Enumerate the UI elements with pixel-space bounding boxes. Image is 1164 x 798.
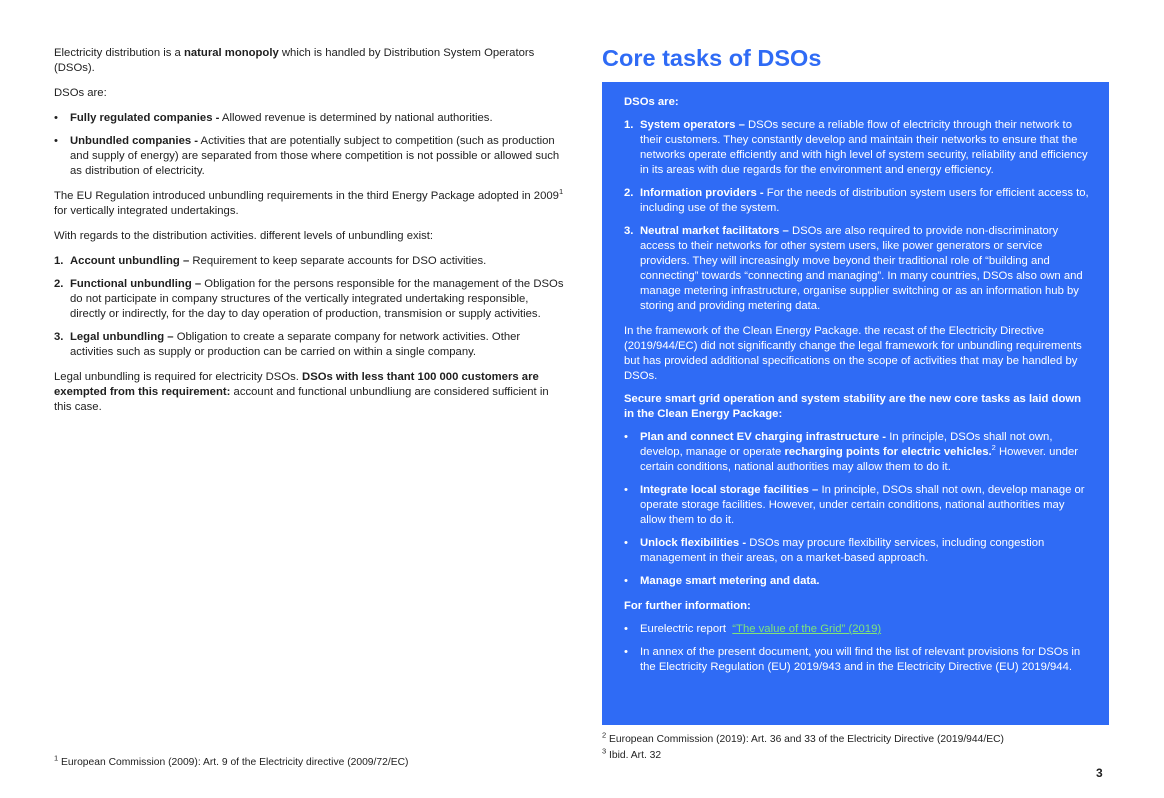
list-item: 2. Information providers - For the needs of distribution system users for efficient access to, including use of the system. bbox=[624, 187, 1089, 214]
page-number: 3 bbox=[1096, 766, 1103, 780]
legal-unbundling-paragraph: Legal unbundling is required for electricity DSOs. DSOs with less thant 100 000 customers are exempted from this requirement: account and functional unbundliung are considered sufficient in this case. bbox=[54, 371, 549, 413]
list-item: • Eurelectric report “The value of the Grid” (2019) bbox=[624, 623, 882, 635]
list-item: 1. Account unbundling – Requirement to keep separate accounts for DSO activities. bbox=[54, 255, 487, 267]
footnote-2: $^2$ European Commission (2019): Art. 36 and 33 of the Electricity Directive (2019/944/EC) bbox=[602, 730, 1004, 745]
footnotes-right bbox=[602, 732, 1004, 764]
dsos-are-heading: DSOs are: bbox=[54, 87, 107, 99]
footnote-1: $^1$ European Commission (2009): Art. 9 of the Electricity directive (2009/72/EC) bbox=[54, 753, 409, 768]
unbundling-list bbox=[54, 254, 564, 360]
page-title: Core tasks of DSOs bbox=[602, 45, 822, 71]
core-task-list bbox=[624, 430, 1089, 589]
list-item: • In annex of the present document, you will find the list of relevant provisions for DSOs in the Electricity Regulation (EU) 2019/943 and in the Electricity Directive (EU) 2019/944. bbox=[624, 646, 1081, 673]
eu-regulation-paragraph: The EU Regulation introduced unbundling requirements in the third Energy Package adopted in 2009$^1$ for vertically integrated undertakings. bbox=[54, 187, 564, 217]
secure-heading: Secure smart grid operation and system stability are the new core tasks as laid down in the Clean Energy Package: bbox=[624, 393, 1082, 420]
core-tasks-box bbox=[602, 82, 1109, 725]
dso-type-list bbox=[54, 111, 564, 179]
box-heading: DSOs are: bbox=[624, 96, 679, 108]
list-item: • Integrate local storage facilities – In principle, DSOs shall not own, develop manage or operate storage facilities. However, under certain conditions, national authorities may allow them to do it. bbox=[624, 484, 1085, 526]
footnote-ref-2: 2 bbox=[991, 443, 996, 453]
regards-paragraph: With regards to the distribution activities. different levels of unbundling exist: bbox=[54, 230, 434, 242]
intro-paragraph: Electricity distribution is a natural monopoly which is handled by Distribution System Operators (DSOs). bbox=[54, 47, 535, 74]
list-item: • Unbundled companies - Activities that are potentially subject to competition (such as production and supply of energy) are separated from those where competition is not possible or allowed such as distribution of electricity. bbox=[54, 135, 560, 177]
dso-role-list bbox=[624, 118, 1089, 314]
footnote-3: $^3$ Ibid. Art. 32 bbox=[602, 746, 662, 761]
left-column bbox=[54, 46, 564, 425]
list-item: • Plan and connect EV charging infrastructure - In principle, DSOs shall not own, develop, manage or operate recharging points for electric vehicles.$^2$ However. under certain conditions, national authorities may allow them to do it. bbox=[624, 431, 1079, 473]
framework-paragraph: In the framework of the Clean Energy Package. the recast of the Electricity Directive (2019/944/EC) did not significantly change the legal framework for unbundling requirements but has provided additional specifications on the scope of activities that may be handled by DSOs. bbox=[624, 325, 1082, 382]
list-item: 3. Neutral market facilitators – DSOs are also required to provide non-discriminatory access to their networks for other system users, like power generators or service providers. They will increasingly move beyond their traditional role of “building and connecting” towards “connecting and managing”. In many countries, DSOs also own and manage metering infrastructure, organise supplier switching or as an information hub by storing and providing metering data. bbox=[624, 225, 1083, 312]
list-item: 2. Functional unbundling – Obligation for the persons responsible for the management of the DSOs do not participate in company structures of the vertically integrated undertaking responsible, directly or indirectly, for the day to day operation of production, transmision or supply activities. bbox=[54, 278, 564, 320]
value-of-grid-link[interactable]: “The value of the Grid” (2019) bbox=[732, 623, 882, 635]
list-item: • Unlock flexibilities - DSOs may procure flexibility services, including congestion management in their areas, on a market-based approach. bbox=[624, 537, 1045, 564]
footnote-ref-1: 1 bbox=[558, 187, 564, 197]
further-info-heading: For further information: bbox=[624, 600, 751, 612]
list-item: • Fully regulated companies - Allowed revenue is determined by national authorities. bbox=[54, 112, 493, 124]
list-item: 3. Legal unbundling – Obligation to create a separate company for network activities. Other activities such as supply or production can be carried on within a single company. bbox=[54, 331, 521, 358]
further-info-list bbox=[624, 622, 1089, 675]
list-item: • Manage smart metering and data. bbox=[624, 575, 820, 587]
list-item: 1. System operators – DSOs secure a reliable flow of electricity through their network to their customers. They constantly develop and maintain their networks to ensure that the networks operate efficiently and with high level of system security, reliability and efficiency in its areas with due regards for the environment and energy efficiency. bbox=[624, 119, 1088, 176]
